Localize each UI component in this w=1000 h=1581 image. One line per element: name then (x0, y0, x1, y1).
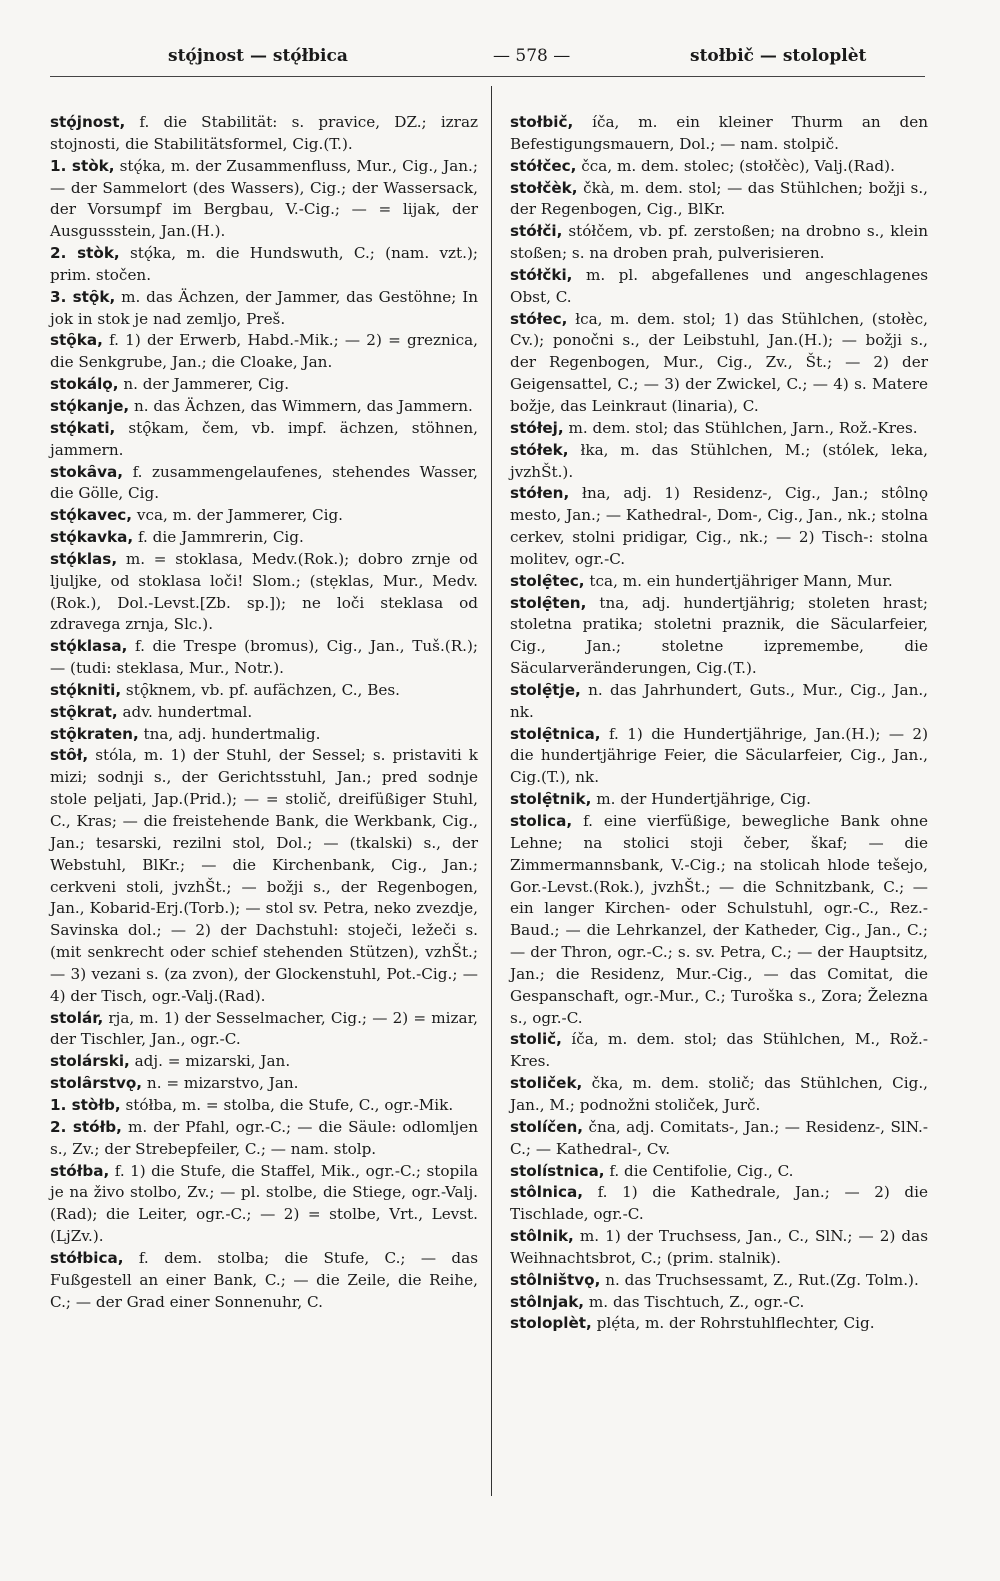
entry-definition: m. = stoklasa, Medv.(Rok.); dobro zrnje od ljuljke, od stoklasa loči! Slom.; (stẹklas, Mur., Medv.(Rok.), Dol.-Levst.[Zb. sp.]); ne loči steklasa od zdravega zrnja, Slc.). (50, 549, 479, 634)
entry-definition: n. das Truchsessamt, Z., Rut.(Zg. Tolm.). (605, 1270, 919, 1289)
dictionary-entry (510, 1182, 928, 1226)
entry-headword: stǫ́kavec, (50, 506, 133, 525)
dictionary-entry (50, 1248, 478, 1314)
entry-definition: f. 1) die Hundertjährige, Jan.(H.); — 2) die hundertjährige Feier, die Säcularfeier, Cig., Jan., Cig.(T.), nk. (510, 724, 928, 787)
entry-definition: vca, m. der Jammerer, Cig. (136, 506, 343, 525)
dictionary-entry (510, 1161, 928, 1183)
dictionary-entry (50, 724, 478, 746)
dictionary-entry (50, 287, 478, 331)
dictionary-entry (510, 1292, 928, 1314)
entry-definition: stółčem, vb. pf. zerstoßen; na drobno s., klein stoßen; s. na droben prah, pulverisieren. (510, 222, 928, 263)
entry-definition: m. dem. stol; das Stühlchen, Jarn., Rož.-Kres. (568, 418, 918, 437)
entry-definition: m. 1) der Truchsess, Jan., C., SlN.; — 2) das Weihnachtsbrot, C.; (prim. stalnik). (510, 1227, 929, 1267)
dictionary-entry (50, 702, 478, 724)
dictionary-entry (50, 1117, 478, 1161)
entry-headword: 1. stòłb, (50, 1095, 121, 1114)
entry-headword: stółbica, (50, 1248, 124, 1267)
dictionary-entry (50, 549, 478, 636)
entry-headword: stôlnica, (510, 1183, 583, 1202)
entry-definition: f. 1) die Stufe, die Staffel, Mik., ogr.-C.; stopila je na živo stolbo, Zv.; — pl. stolbe, die Stiege, ogr.-Valj.(Rad); die Leiter, ogr.-C.; — 2) = stolbe, Vrt., Levst.(LjZv.). (50, 1161, 479, 1246)
entry-headword: stolár, (50, 1008, 104, 1027)
entry-definition: n. = mizarstvo, Jan. (146, 1074, 299, 1093)
dictionary-entry (510, 265, 928, 309)
entry-headword: stǫ̑krat, (50, 702, 118, 721)
entry-headword: stǫ́kati, (50, 418, 116, 437)
entry-headword: stȏł, (50, 746, 89, 765)
entry-headword: stoloplèt, (510, 1314, 592, 1333)
entry-definition: stǫ́ka, m. die Hundswuth, C.; (nam. vzt.); prim. stočen. (50, 244, 479, 284)
entry-headword: stolẹ̑tec, (510, 571, 585, 590)
entry-headword: stǫ́kanje, (50, 396, 130, 415)
entry-headword: stǫ́kavka, (50, 528, 134, 547)
entry-headword: stôlništvǫ, (510, 1270, 601, 1289)
dictionary-entry (50, 418, 478, 462)
entry-headword: stołčèk, (510, 178, 578, 197)
dictionary-entry (510, 1226, 928, 1270)
entry-headword: stolẹ̑tnik, (510, 790, 592, 809)
dictionary-entry (510, 571, 928, 593)
entry-definition: m. das Tischtuch, Z., ogr.-C. (588, 1292, 805, 1311)
entry-definition: čkà, m. dem. stol; — das Stühlchen; božji s., der Regenbogen, Cig., BlKr. (510, 178, 929, 219)
entry-definition: íča, m. ein kleiner Thurm an den Befestigungsmauern, Dol.; — nam. stolpič. (510, 113, 929, 153)
entry-headword: 3. stǫ̑k, (50, 287, 116, 306)
entry-headword: stôlnik, (510, 1227, 574, 1246)
entry-headword: stǫ́klasa, (50, 637, 128, 656)
dictionary-entry (510, 811, 928, 1029)
dictionary-entry (50, 156, 478, 243)
dictionary-entry (50, 462, 478, 506)
entry-headword: stolẹ̑tje, (510, 680, 581, 699)
entry-definition: tna, adj. hundertmalig. (143, 724, 321, 743)
entry-headword: stolȃrstvǫ, (50, 1074, 143, 1093)
dictionary-entry (510, 593, 928, 680)
entry-headword: stółen, (510, 484, 570, 503)
column-divider (491, 86, 492, 1496)
dictionary-entry (50, 745, 478, 1007)
dictionary-entry (50, 396, 478, 418)
entry-definition: f. 1) die Kathedrale, Jan.; — 2) die Tischlade, ogr.-C. (510, 1183, 928, 1224)
dictionary-entry (50, 636, 478, 680)
dictionary-entry (510, 789, 928, 811)
dictionary-entry (50, 1073, 478, 1095)
entry-definition: łca, m. dem. stol; 1) das Stühlchen, (stołèc, Cv.); ponočni s., der Leibstuhl, Jan.(H.); — božji s., der Regenbogen, Mur., Cig., Zv., Št.; — 2) der Geigensattel, C.; — 3) der Zwickel, C.; — 4) s. Matere božje, das Leinkraut (linaria), C. (510, 309, 928, 415)
entry-headword: stółba, (50, 1161, 110, 1180)
entry-headword: stółči, (510, 222, 563, 241)
dictionary-entry (510, 724, 928, 790)
entry-headword: stǫ́klas, (50, 549, 118, 568)
dictionary-entry (50, 1008, 478, 1052)
entry-definition: m. der Hundertjährige, Cig. (596, 790, 812, 809)
dictionary-entry (50, 374, 478, 396)
entry-definition: tca, m. ein hundertjähriger Mann, Mur. (589, 571, 893, 590)
dictionary-entry (50, 680, 478, 702)
dictionary-entry (510, 440, 928, 484)
entry-definition: łka, m. das Stühlchen, M.; (stólek, leka, jvzhŠt.). (510, 440, 928, 481)
entry-headword: stółec, (510, 309, 568, 328)
dictionary-entry (50, 330, 478, 374)
entry-definition: f. die Jammrerin, Cig. (137, 528, 304, 547)
entry-definition: adv. hundertmal. (122, 702, 253, 721)
right-column (510, 112, 928, 1335)
entry-definition: tna, adj. hundertjährig; stoleten hrast; stoletna pratika; stoletni praznik, die Säcularfeier, Cig., Jan.; stoletne izpremembe, die Säcularveränderungen, Cig.(T.). (510, 593, 928, 678)
dictionary-entry (510, 309, 928, 418)
entry-definition: m. der Pfahl, ogr.-C.; — die Säule: odlomljen s., Zv.; der Strebepfeiler, C.; — nam. stolp. (50, 1117, 479, 1158)
entry-headword: stolica, (510, 812, 573, 830)
dictionary-entry (510, 178, 928, 222)
entry-definition: adj. = mizarski, Jan. (134, 1052, 291, 1071)
dictionary-entry (510, 1073, 928, 1117)
entry-headword: stokȃva, (50, 462, 124, 481)
entry-definition: m. das Ächzen, der Jammer, das Gestöhne; In jok in stok je nad zemljo, Preš. (50, 287, 478, 328)
entry-definition: m. pl. abgefallenes und angeschlagenes Obst, C. (510, 265, 928, 306)
entry-definition: čna, adj. Comitats-, Jan.; — Residenz-, SlN.-C.; — Kathedral-, Cv. (510, 1117, 929, 1158)
entry-definition: stǫ́ka, m. der Zusammenfluss, Mur., Cig., Jan.; — der Sammelort (des Wassers), Cig.; der Wassersack, der Vorsumpf im Bergbau, V.-Cig.; — = lijak, der Ausgussstein, Jan.(H.). (50, 156, 478, 241)
entry-headword: 2. stòk, (50, 244, 120, 263)
entry-definition: f. 1) der Erwerb, Habd.-Mik.; — 2) = greznica, die Senkgrube, Jan.; die Cloake, Jan. (50, 331, 478, 372)
dictionary-entry (510, 1313, 928, 1335)
dictionary-entry (50, 505, 478, 527)
dictionary-entry (510, 112, 928, 156)
header-right-guide-words: stołbič — stoloplèt (690, 46, 867, 66)
entry-definition: stóla, m. 1) der Stuhl, der Sessel; s. pristaviti k mizi; sodnji s., der Gerichtsstuhl, Jan.; pred sodnje stole peljati, Jap.(Prid.); — = stolič, dreifüßiger Stuhl, C., Kras; — die freistehende Bank, die Werkbank, Cig., Jan.; tesarski, rezilni stol, Dol.; — (tkalski) s., der Webstuhl, BlKr.; — die Kirchenbank, Cig., Jan.; cerkveni stoli, jvzhŠt.; — božji s., der Regenbogen, Jan., Kobarid-Erj.(Torb.); — stol sv. Petra, neko zvezdje, Savinska dol.; — 2) der Dachstuhl: stoječi, ležeči s. (mit senkrecht oder schief stehenden Stützen), vzhŠt.; — 3) vezani s. (za zvon), der Glockenstuhl, Pot.-Cig.; — 4) der Tisch, ogr.-Valj.(Rad). (50, 746, 478, 1005)
entry-definition: n. das Ächzen, das Wimmern, das Jammern. (134, 396, 473, 415)
entry-headword: 2. stółb, (50, 1117, 122, 1136)
entry-definition: íča, m. dem. stol; das Stühlchen, M., Rož.-Kres. (510, 1030, 929, 1071)
dictionary-entry (510, 1117, 928, 1161)
header-left-guide-words: stǫ́jnost — stǫ́łbica (168, 46, 348, 66)
entry-definition: stółba, m. = stolba, die Stufe, C., ogr.-Mik. (125, 1095, 454, 1114)
entry-definition: čca, m. dem. stolec; (stołčèc), Valj.(Rad). (581, 156, 895, 175)
dictionary-entry (50, 1095, 478, 1117)
dictionary-entry (510, 680, 928, 724)
dictionary-entry (510, 418, 928, 440)
entry-headword: stolíčen, (510, 1117, 584, 1136)
header-rule (50, 76, 925, 77)
entry-definition: rja, m. 1) der Sesselmacher, Cig.; — 2) = mizar, der Tischler, Jan., ogr.-C. (50, 1008, 478, 1049)
entry-headword: stolístnica, (510, 1161, 605, 1180)
page-header (50, 46, 930, 76)
entry-definition: łna, adj. 1) Residenz-, Cig., Jan.; stôlnǫ mesto, Jan.; — Kathedral-, Dom-, Cig., Jan., nk.; stolna cerkev, stolni pridigar, Cig., nk.; — 2) Tisch-: stolna molitev, ogr.-C. (510, 484, 929, 568)
entry-definition: n. der Jammerer, Cig. (123, 375, 290, 394)
entry-definition: f. die Stabilität: s. pravice, DZ.; izraz stojnosti, die Stabilitätsformel, Cig.(T.). (50, 113, 478, 153)
dictionary-entry (510, 483, 928, 570)
entry-definition: f. dem. stolba; die Stufe, C.; — das Fußgestell an einer Bank, C.; — die Zeile, die Reihe, C.; — der Grad einer Sonnenuhr, C. (50, 1248, 478, 1311)
entry-headword: stołbič, (510, 113, 574, 131)
dictionary-entry (510, 221, 928, 265)
entry-headword: 1. stòk, (50, 156, 115, 175)
entry-definition: stǫ̑kam, čem, vb. impf. ächzen, stöhnen, jammern. (50, 418, 478, 459)
dictionary-entry (50, 1161, 478, 1248)
dictionary-entry (50, 1051, 478, 1073)
dictionary-entry (50, 527, 478, 549)
entry-headword: stǫ̑kraten, (50, 724, 139, 743)
entry-headword: stoliček, (510, 1074, 583, 1093)
left-column (50, 112, 478, 1313)
entry-headword: stółek, (510, 440, 569, 459)
entry-headword: stółčki, (510, 265, 573, 284)
entry-definition: plẹ́ta, m. der Rohrstuhlflechter, Cig. (596, 1314, 875, 1333)
dictionary-entry (50, 112, 478, 156)
entry-definition: f. zusammengelaufenes, stehendes Wasser, die Gölle, Cig. (50, 462, 478, 503)
dictionary-entry (510, 1270, 928, 1292)
entry-headword: stółej, (510, 418, 564, 437)
dictionary-entry (510, 156, 928, 178)
entry-headword: stǫ̑ka, (50, 331, 103, 350)
entry-definition: f. eine vierfüßige, bewegliche Bank ohne Lehne; na stolici stoji čeber, škaf; — die Zimmermannsbank, V.-Cig.; na stolicah hlode tešejo, Gor.-Levst.(Rok.), jvzhŠt.; — die Schnitzbank, C.; — ein langer Kirchen- oder Schulstuhl, ogr.-C., Rez.-Baud.; — die Lehrkanzel, der Katheder, Cig., Jan., C.; — der Thron, ogr.-C.; s. sv. Petra, C.; — der Hauptsitz, Jan.; die Residenz, Mur.-Cig., — das Comitat, die Gespanschaft, ogr.-Mur., C.; Turoška s., Zora; Železna s., ogr.-C. (510, 812, 929, 1027)
entry-headword: stolárski, (50, 1052, 130, 1071)
entry-definition: čka, m. dem. stolič; das Stühlchen, Cig., Jan., M.; podnožni stoliček, Jurč. (510, 1074, 928, 1114)
entry-headword: stolẹ̑ten, (510, 593, 587, 612)
entry-headword: stôlnjak, (510, 1292, 585, 1311)
entry-headword: stǫ́jnost, (50, 113, 126, 131)
entry-headword: stǫ́kniti, (50, 680, 122, 699)
entry-definition: stǫ̑knem, vb. pf. aufächzen, C., Bes. (125, 680, 400, 699)
entry-definition: f. die Trespe (bromus), Cig., Jan., Tuš.(R.); — (tudi: steklasa, Mur., Notr.). (50, 637, 478, 678)
entry-headword: stolẹ̑tnica, (510, 724, 601, 743)
entry-headword: stółčec, (510, 156, 577, 175)
entry-definition: f. die Centifolie, Cig., C. (609, 1161, 794, 1180)
entry-headword: stolič, (510, 1030, 562, 1049)
dictionary-entry (510, 1029, 928, 1073)
dictionary-entry (50, 243, 478, 287)
entry-definition: n. das Jahrhundert, Guts., Mur., Cig., Jan., nk. (510, 680, 929, 721)
entry-headword: stokálǫ, (50, 375, 119, 394)
page-number: — 578 — (493, 46, 571, 66)
